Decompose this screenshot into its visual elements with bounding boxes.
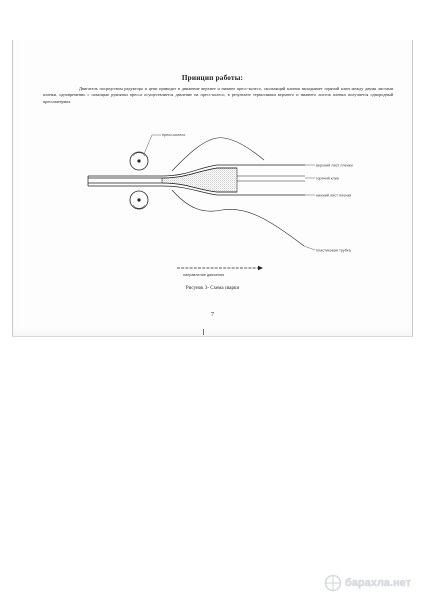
figure-caption: Рисунок 3- Схема сварки (185, 286, 240, 291)
label-lower-sheet: нижний лист пленки (316, 193, 352, 198)
label-upper-sheet: верхний лист пленки (316, 163, 353, 168)
plastic-pipe-lower (172, 190, 304, 246)
welding-diagram (12, 40, 411, 336)
watermark-logo-icon (324, 574, 342, 592)
description-paragraph: Двигатель посредством редуктора и цепи приводит в движение верхнее и нижнее пресс-колесо, скользящий клинок вкладывает горячий клин между двумя листами пленки, одновременно с помощью рукоятки пресса осуществляется давление на пресс-колесо, в результате термосвязки верхнего и нижнего листов пленки получается однородный прессматериал. (43, 86, 393, 104)
label-press-wheel: пресс-колесо (162, 133, 186, 137)
upper-press-wheel (130, 152, 148, 170)
section-heading: Принцип работы: (181, 74, 244, 82)
red-mark (203, 329, 204, 335)
hot-wedge-arm (237, 176, 305, 181)
plastic-pipe-upper (172, 138, 264, 171)
lower-press-wheel (130, 191, 148, 209)
page-number: 7 (210, 311, 215, 318)
direction-arrow (177, 266, 263, 270)
label-plastic-pipe: пластиковая трубка (316, 248, 351, 253)
label-direction: направление движения (183, 273, 225, 277)
watermark-text: барахла.нет (344, 577, 411, 589)
watermark (324, 574, 411, 592)
label-hot-wedge: горячий клин (316, 176, 339, 181)
